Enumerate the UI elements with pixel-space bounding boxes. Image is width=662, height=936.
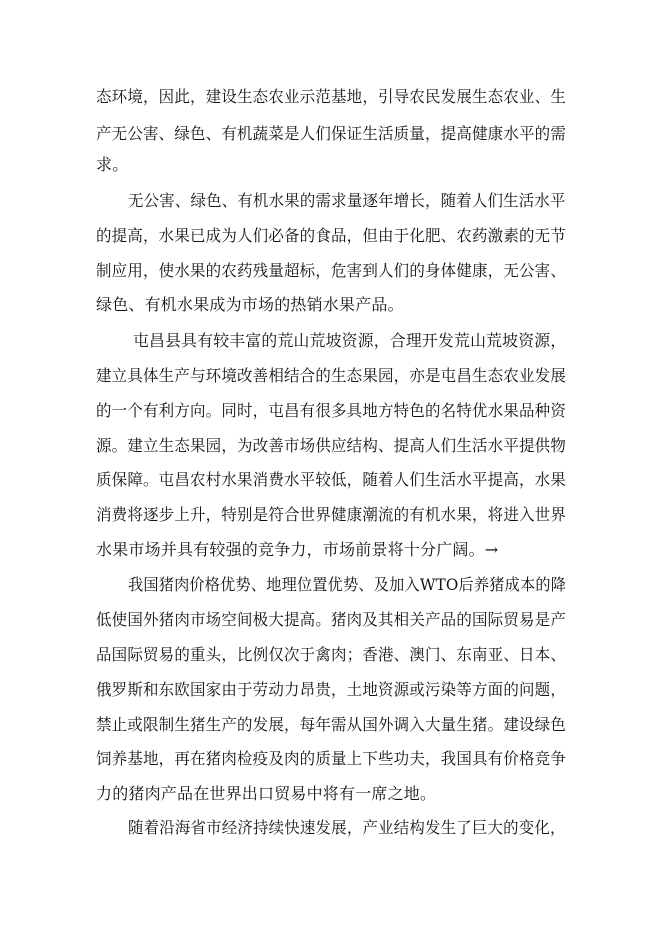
paragraph-2-line-3: 制应用，使水果的农药残量超标，危害到人们的身体健康，无公害、 — [96, 261, 567, 280]
paragraph-4-line-3: 品国际贸易的重头，比例仅次于禽肉；香港、澳门、东南亚、日本、 — [96, 645, 567, 664]
paragraph-4-line-6: 饲养基地，再在猪肉检疫及肉的质量上下些功夫，我国具有价格竞争 — [96, 749, 567, 768]
paragraph-3-line-2: 建立具体生产与环境改善相结合的生态果园，亦是屯昌生态农业发展 — [96, 366, 567, 385]
paragraph-3-line-1: 屯昌县具有较丰富的荒山荒坡资源，合理开发荒山荒坡资源， — [133, 331, 567, 350]
paragraph-2-line-2: 的提高，水果已成为人们必备的食品，但由于化肥、农药激素的无节 — [96, 226, 567, 245]
paragraph-2-line-4: 绿色、有机水果成为市场的热销水果产品。 — [96, 295, 404, 314]
paragraph-4-line-1: 我国猪肉价格优势、地理位置优势、及加入WTO后养猪成本的降 — [128, 575, 567, 594]
paragraph-3-line-7: 水果市场并具有较强的竞争力，市场前景将十分广阔。→ — [96, 540, 499, 559]
paragraph-4-line-5: 禁止或限制生猪生产的发展，每年需从国外调入大量生猪。建设绿色 — [96, 715, 567, 734]
paragraph-1-line-2: 产无公害、绿色、有机蔬菜是人们保证生活质量，提高健康水平的需 — [96, 124, 567, 143]
paragraph-4-line-4: 俄罗斯和东欧国家由于劳动力昂贵，土地资源或污染等方面的问题， — [96, 680, 567, 699]
paragraph-3-line-5: 质保障。屯昌农村水果消费水平较低，随着人们生活水平提高，水果 — [96, 470, 567, 489]
paragraph-2-line-1: 无公害、绿色、有机水果的需求量逐年增长，随着人们生活水平 — [128, 191, 566, 210]
paragraph-3-line-4: 源。建立生态果园，为改善市场供应结构、提高人们生活水平提供物 — [96, 436, 567, 455]
paragraph-5-line-1: 随着沿海省市经济持续快速发展，产业结构发生了巨大的变化， — [128, 818, 566, 837]
paragraph-3-line-6: 消费将逐步上升，特别是符合世界健康潮流的有机水果，将进入世界 — [96, 505, 567, 524]
paragraph-4-line-2: 低使国外猪肉市场空间极大提高。猪肉及其相关产品的国际贸易是产 — [96, 610, 567, 629]
paragraph-1-line-3: 求。 — [96, 155, 129, 174]
paragraph-3-line-3: 的一个有利方向。同时，屯昌有很多具地方特色的名特优水果品种资 — [96, 401, 567, 420]
paragraph-4-line-7: 力的猪肉产品在世界出口贸易中将有一席之地。 — [96, 784, 437, 803]
paragraph-1-line-1: 态环境，因此，建设生态农业示范基地，引导农民发展生态农业、生 — [96, 87, 567, 106]
